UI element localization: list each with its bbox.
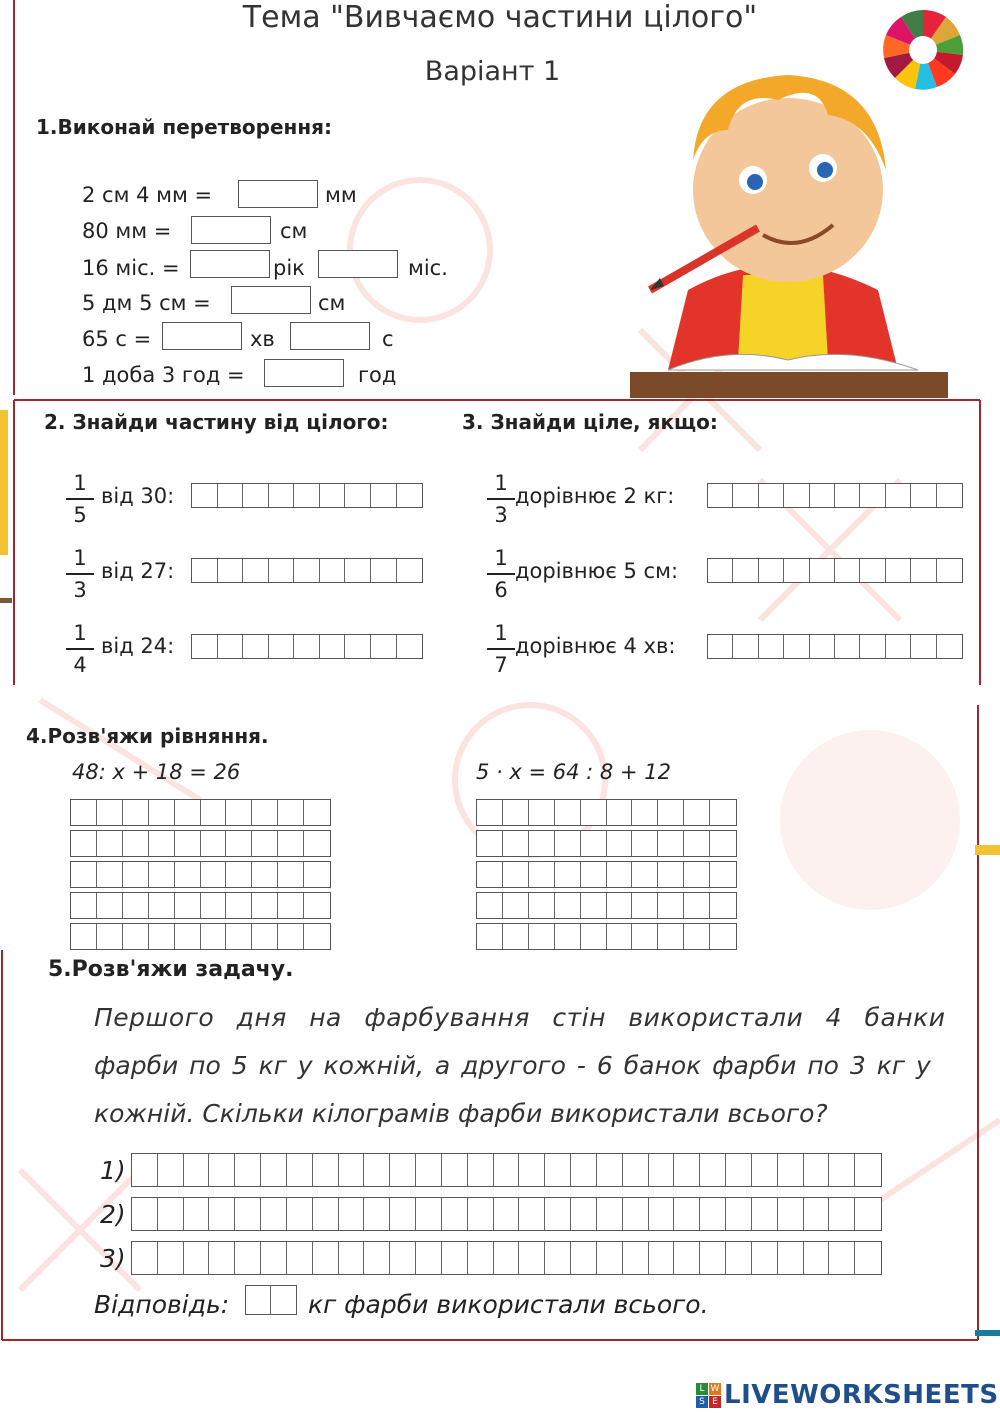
fraction [66, 545, 94, 603]
equation2-work-row[interactable] [476, 861, 737, 888]
answer-box-3b[interactable] [318, 250, 398, 278]
numerator: 1 [494, 621, 508, 645]
answer-box-3a[interactable] [190, 250, 270, 278]
row5-left: 65 с = [82, 327, 152, 351]
boy-with-pencil-illustration [628, 60, 950, 400]
answer-label: Відповідь: [94, 1290, 230, 1319]
numerator: 1 [73, 621, 87, 645]
numerator: 1 [73, 546, 87, 570]
brand-name: LIVEWORKSHEETS [724, 1380, 999, 1410]
equation1-work-row[interactable] [70, 861, 331, 888]
step-label-3: 3) [100, 1244, 126, 1273]
task4-heading: 4.Розв'яжи рівняння. [26, 724, 269, 748]
task1-heading: 1.Виконай перетворення: [36, 115, 332, 139]
problem-line-1: Першого дня на фарбування стін використали 4 банки [94, 1003, 946, 1032]
logo-letter: E [709, 1396, 721, 1408]
fraction [66, 470, 94, 528]
answer-grid[interactable] [191, 483, 423, 508]
numerator: 1 [494, 471, 508, 495]
fraction [66, 620, 94, 678]
answer-grid[interactable] [707, 483, 963, 508]
equation1-work-row[interactable] [70, 799, 331, 826]
item-text: дорівнює 5 см: [515, 559, 679, 583]
item-text: від 30: [101, 484, 175, 508]
task5-heading: 5.Розв'яжи задачу. [48, 957, 294, 982]
solution-step-row[interactable] [131, 1241, 882, 1275]
answer-suffix: кг фарби використали всього. [308, 1290, 709, 1319]
denominator: 3 [494, 503, 508, 527]
answer-grid[interactable] [191, 634, 423, 659]
row1-unit: мм [325, 183, 357, 207]
answer-box-5b[interactable] [290, 322, 370, 350]
row3-unit1: рік [273, 256, 305, 280]
denominator: 4 [73, 653, 87, 677]
numerator: 1 [73, 471, 87, 495]
fraction [487, 620, 515, 678]
problem-line-3: кожній. Скільки кілограмів фарби використали всього? [94, 1099, 828, 1128]
row6-unit: год [358, 363, 397, 387]
denominator: 7 [494, 653, 508, 677]
equation2-work-row[interactable] [476, 799, 737, 826]
row6-left: 1 доба 3 год = [82, 363, 245, 387]
solution-step-row[interactable] [131, 1197, 882, 1231]
item-text: від 27: [101, 559, 175, 583]
equation1-work-row[interactable] [70, 892, 331, 919]
row5-unit2: с [382, 327, 394, 351]
equation2-work-row[interactable] [476, 892, 737, 919]
row4-unit: см [318, 291, 346, 315]
equation-1: 48: x + 18 = 26 [72, 760, 241, 784]
equation1-work-row[interactable] [70, 830, 331, 857]
solution-step-row[interactable] [131, 1153, 882, 1187]
logo-letter: L [696, 1383, 708, 1395]
answer-box-4[interactable] [231, 286, 311, 314]
fraction [487, 545, 515, 603]
answer-box-5a[interactable] [162, 322, 242, 350]
answer-final-grid[interactable] [245, 1285, 297, 1315]
step-label-2: 2) [100, 1200, 126, 1229]
row4-left: 5 дм 5 см = [82, 291, 211, 315]
row2-unit: см [280, 219, 308, 243]
equation2-work-row[interactable] [476, 923, 737, 950]
equation-2: 5 · x = 64 : 8 + 12 [476, 760, 671, 784]
answer-grid[interactable] [707, 558, 963, 583]
answer-grid[interactable] [707, 634, 963, 659]
item-text: дорівнює 2 кг: [515, 484, 675, 508]
answer-box-1[interactable] [238, 180, 318, 208]
task3-heading: 3. Знайди ціле, якщо: [462, 410, 718, 434]
row3-left: 16 міс. = [82, 256, 180, 280]
denominator: 5 [73, 503, 87, 527]
row3-unit2: міс. [408, 256, 448, 280]
variant-label: Варіант 1 [424, 56, 561, 87]
numerator: 1 [494, 546, 508, 570]
fraction [487, 470, 515, 528]
answer-grid[interactable] [191, 558, 423, 583]
step-label-1: 1) [100, 1156, 126, 1185]
problem-line-2: фарби по 5 кг у кожній, а другого - 6 банок фарби по 3 кг у [94, 1051, 931, 1080]
answer-box-2[interactable] [191, 216, 271, 244]
logo-letter: S [696, 1396, 708, 1408]
task2-heading: 2. Знайди частину від цілого: [44, 410, 389, 434]
logo-letter: W [710, 1383, 720, 1394]
liveworksheets-logo [696, 1380, 999, 1410]
item-text: дорівнює 4 хв: [515, 634, 676, 658]
row1-left: 2 см 4 мм = [82, 183, 213, 207]
row5-unit1: хв [250, 327, 275, 351]
denominator: 6 [494, 578, 508, 602]
equation1-work-row[interactable] [70, 923, 331, 950]
logo-mark [696, 1383, 721, 1408]
item-text: від 24: [101, 634, 175, 658]
denominator: 3 [73, 578, 87, 602]
equation2-work-row[interactable] [476, 830, 737, 857]
page-title: Тема "Вивчаємо частини цілого" [242, 0, 758, 35]
row2-left: 80 мм = [82, 219, 172, 243]
answer-box-6[interactable] [264, 359, 344, 387]
